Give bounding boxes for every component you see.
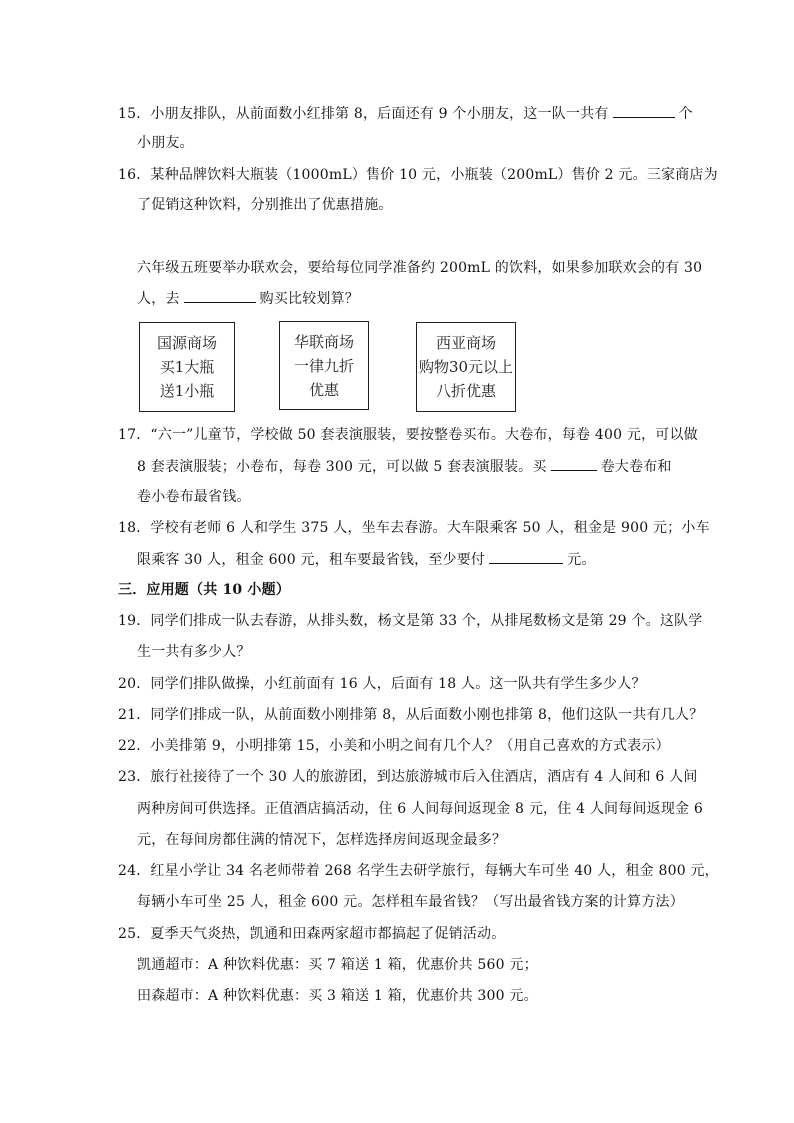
q19-line-1: 19．同学们排成一队去春游，从排头数，杨文是第 33 个，从排尾数杨文是第 29 个。这队学 <box>118 613 703 629</box>
q24-line-1: 24．红星小学让 34 名老师带着 268 名学生去研学旅行，每辆大车可坐 40 人，租金 800 元， <box>118 863 719 879</box>
q15-line-1 <box>118 103 693 124</box>
q16-text-end: 购买比较划算？ <box>259 291 360 307</box>
store-offer-line: 八折优惠 <box>435 382 496 400</box>
q17-text: 8 套表演服装；小卷布，每卷 300 元，可以做 5 套表演服装。买 <box>137 459 547 475</box>
q16-line-2: 了促销这种饮料，分别推出了优惠措施。 <box>137 197 393 213</box>
q21-line: 21．同学们排成一队，从前面数小刚排第 8，从后面数小刚也排第 8，他们这队一共有几人？ <box>118 707 704 723</box>
store-box-xiya <box>416 322 516 412</box>
q25-line-1: 25．夏季天气炎热，凯通和田森两家超市都搞起了促销活动。 <box>118 926 506 942</box>
store-offer-line: 购物30元以上 <box>418 358 514 376</box>
q23-line-1: 23．旅行社接待了一个 30 人的旅游团，到达旅游城市后入住酒店，酒店有 4 人间和 6 人间 <box>118 769 698 785</box>
q15-answer-blank[interactable] <box>613 103 675 118</box>
store-name: 国源商场 <box>156 334 217 352</box>
q16-line-4 <box>137 288 359 309</box>
store-name: 华联商场 <box>293 332 354 351</box>
q20-line: 20．同学们排队做操，小红前面有 16 人，后面有 18 人。这一队共有学生多少人？ <box>118 676 646 692</box>
q16-line-3: 六年级五班要举办联欢会，要给每位同学准备约 200mL 的饮料，如果参加联欢会的有 30 <box>137 260 703 276</box>
q15-line-2: 小朋友。 <box>137 135 194 151</box>
store-offer-line: 一律九折 <box>293 356 354 375</box>
q17-line-2 <box>137 456 672 477</box>
store-offer-line: 送1小瓶 <box>159 382 215 400</box>
q15-text-end: 个 <box>678 106 693 122</box>
store-box-hualian <box>279 321 369 410</box>
store-box-guoyuan <box>139 322 235 412</box>
store-name: 西亚商场 <box>435 334 496 352</box>
store-offer-line: 优惠 <box>308 380 339 399</box>
q25-line-2: 凯通超市：A 种饮料优惠：买 7 箱送 1 箱，优惠价共 560 元； <box>137 957 538 973</box>
q16-answer-blank[interactable] <box>184 288 256 303</box>
q25-line-3: 田森超市：A 种饮料优惠：买 3 箱送 1 箱，优惠价共 300 元。 <box>137 988 538 1004</box>
q17-text-end: 卷大卷布和 <box>600 459 672 475</box>
q23-line-2: 两种房间可供选择。正值酒店搞活动，住 6 人间每间返现金 8 元，住 4 人间每间返现金 6 <box>137 801 703 817</box>
q24-line-2: 每辆小车可坐 25 人，租金 600 元。怎样租车最省钱？（写出最省钱方案的计算方法） <box>137 894 684 910</box>
q17-line-1: 17．“六一”儿童节，学校做 50 套表演服装，要按整卷买布。大卷布，每卷 400 元，可以做 <box>118 427 698 443</box>
q23-line-3: 元，在每间房都住满的情况下，怎样选择房间返现金最多？ <box>137 832 507 848</box>
q16-line-1: 16．某种品牌饮料大瓶装（1000mL）售价 10 元，小瓶装（200mL）售价 2 元。三家商店为 <box>118 167 718 183</box>
store-offer-line: 买1大瓶 <box>159 358 215 376</box>
q18-line-1: 18．学校有老师 6 人和学生 375 人，坐车去春游。大车限乘客 50 人，租金是 900 元；小车 <box>118 520 710 536</box>
q15-text: 15．小朋友排队，从前面数小红排第 8，后面还有 9 个小朋友，这一队一共有 <box>118 106 609 122</box>
q16-text: 人，去 <box>137 291 180 307</box>
q18-line-2 <box>137 549 596 570</box>
q19-line-2: 生一共有多少人？ <box>137 644 251 660</box>
q17-line-3: 卷小卷布最省钱。 <box>137 489 251 505</box>
q18-text-end: 元。 <box>567 552 596 568</box>
q22-line: 22．小美排第 9，小明排第 15，小美和小明之间有几个人？（用自己喜欢的方式表示） <box>118 738 670 754</box>
section-title: 三．应用题（共 10 小题） <box>118 582 291 598</box>
q18-text: 限乘客 30 人，租金 600 元，租车要最省钱，至少要付 <box>137 552 486 568</box>
q17-answer-blank[interactable] <box>551 456 597 471</box>
q18-answer-blank[interactable] <box>489 549 563 564</box>
